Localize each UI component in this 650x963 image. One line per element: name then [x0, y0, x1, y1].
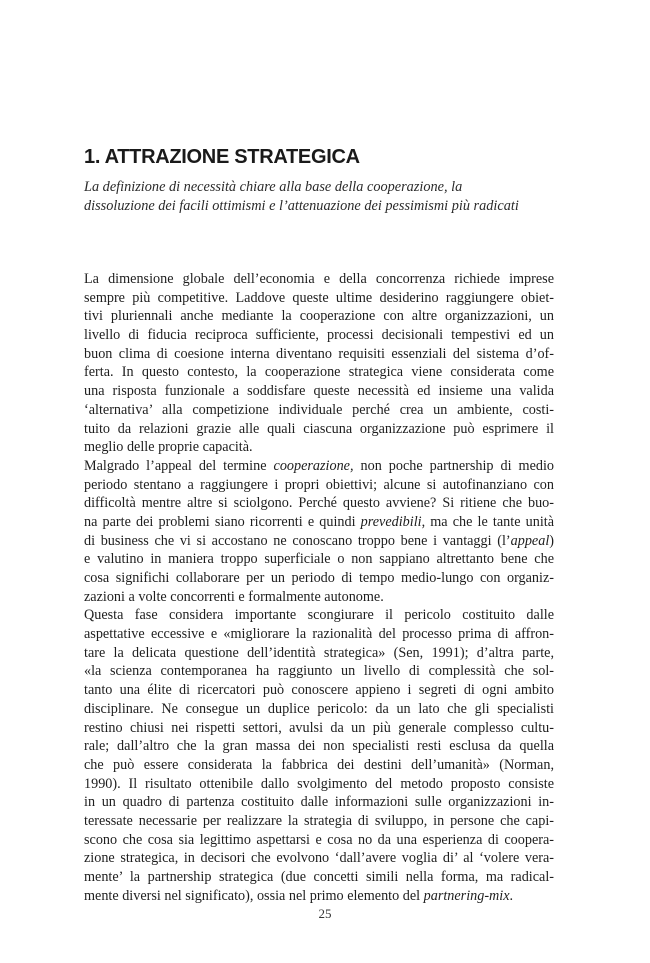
text-line: ferta. In questo contesto, la cooperazione strategica viene considerata come	[84, 364, 554, 381]
text-line: tare la delicata questione dell’identità strategica» (Sen, 1991); d’altra parte,	[84, 644, 554, 661]
text-line: tuito da relazioni grazie alle quali ciascuna organizzazione può esprimere il	[84, 420, 554, 437]
text-line: scono che cosa sia legittimo aspettarsi e cosa no da una esperienza di coopera-	[84, 831, 554, 848]
text-line: periodo stentano a raggiungere i propri obiettivi; alcune si autofinanziano con	[84, 476, 554, 493]
text-line: La dimensione globale dell’economia e della concorrenza richiede imprese	[84, 271, 554, 287]
text-line: una risposta funzionale a soddisfare queste necessità ed insieme una valida	[84, 383, 554, 400]
text-line: zazioni a volte concorrenti e formalmente autonome.	[84, 588, 384, 605]
text-line: cosa significhi collaborare per un periodo di tempo medio-lungo con organiz-	[84, 570, 554, 586]
text-line: che può essere considerata la fabbrica dei destini dell’umanità» (Norman,	[84, 756, 554, 773]
subtitle-line: dissoluzione dei facili ottimismi e l’attenuazione dei pessimismi più radicati	[84, 198, 519, 214]
chapter-title: 1. ATTRAZIONE STRATEGICA	[84, 146, 360, 168]
text-line: tivi pluriennali anche mediante la cooperazione con altre organizzazioni, un	[84, 308, 554, 325]
text-line: meglio delle proprie capacità.	[84, 439, 253, 456]
text-line: di business che vi si accostano ne conoscano troppo bene i vantaggi (l’appeal)	[84, 532, 554, 549]
text-line: disciplinare. Ne consegue un duplice pericolo: da un lato che gli specialisti	[84, 700, 554, 717]
text-line: livello di fiducia reciproca sufficiente, processi decisionali tempestivi ed un	[84, 327, 554, 344]
text-line: Malgrado l’appeal del termine cooperazione, non poche partnership di medio	[84, 457, 554, 474]
text-line: buon clima di coesione interna diventano requisiti essenziali del sistema d’of-	[84, 345, 554, 362]
text-line: restino chiusi nei rispetti settori, avulsi da un più generale complesso cultu-	[84, 719, 554, 736]
text-line: mente’ la partnership strategica (due concetti simili nella forma, ma radical-	[84, 869, 554, 885]
subtitle-line: La definizione di necessità chiare alla base della cooperazione, la	[84, 179, 463, 195]
text-line: Questa fase considera importante scongiurare il pericolo costituito dalle	[84, 607, 554, 624]
body-text	[84, 270, 554, 905]
chapter-subtitle	[84, 178, 584, 216]
text-line: mente diversi nel significato), ossia nel primo elemento del partnering-mix.	[84, 887, 514, 904]
text-line: difficoltà mentre altre si sciolgono. Perché questo avviene? Si ritiene che buo-	[84, 495, 554, 512]
text-line: e valutino in maniera troppo superficiale o non sappiano altrettanto bene che	[84, 551, 554, 568]
text-line: tanto una élite di ricercatori può conoscere appieno i segreti di ogni ambito	[84, 682, 554, 699]
text-line: in un quadro di partenza costituito dalle informazioni sulle organizzazioni in-	[84, 794, 554, 811]
page-number: 25	[318, 906, 332, 921]
text-line: ‘alternativa’ alla competizione individuale perché crea un ambiente, costi-	[84, 401, 554, 418]
text-line: aspettative eccessive e «migliorare la razionalità del processo prima di affron-	[84, 626, 554, 643]
text-line: 1990). Il risultato ottenibile dallo svolgimento del metodo proposto consiste	[84, 775, 554, 792]
text-line: teressate necessarie per realizzare la strategia di sviluppo, in persone che capi-	[84, 812, 554, 829]
text-line: na parte dei problemi siano ricorrenti e quindi prevedibili, ma che le tante unità	[84, 513, 555, 530]
text-line: «la scienza contemporanea ha raggiunto un livello di complessità che sol-	[84, 663, 554, 680]
text-line: zione strategica, in decisori che evolvono ‘dall’avere voglia di’ al ‘volere vera-	[84, 850, 554, 867]
text-line: rale; dall’altro che la gran massa dei non specialisti resti esclusa da quella	[84, 738, 554, 755]
text-line: sempre più competitive. Laddove queste ultime desiderino raggiungere obiet-	[84, 289, 554, 306]
